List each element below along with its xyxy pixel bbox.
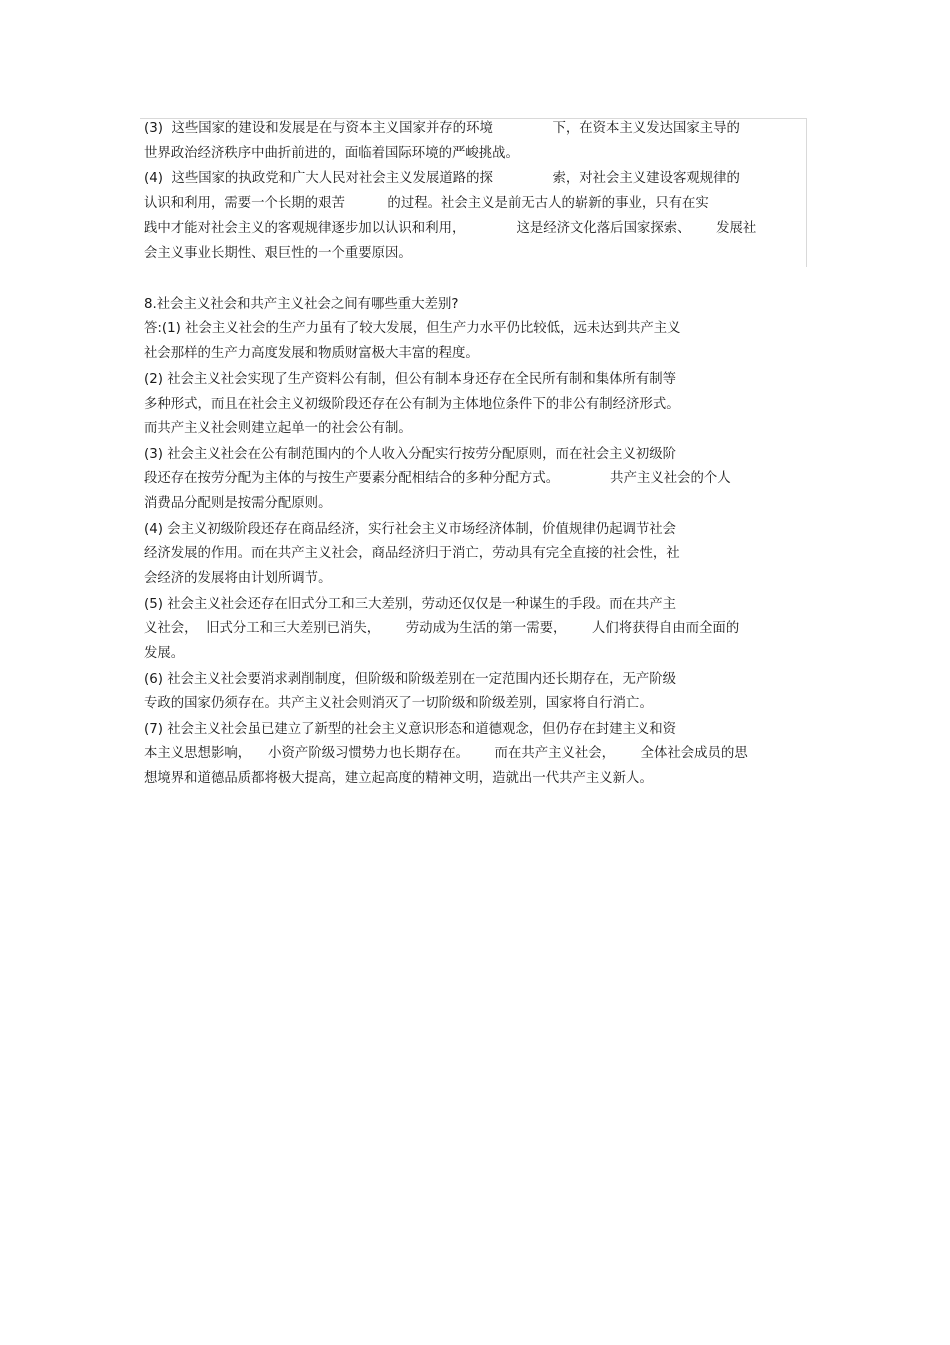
text-line: 多种形式，而且在社会主义初级阶段还存在公有制为主体地位条件下的非公有制经济形式。 [144,397,680,412]
text-line: 践中才能对社会主义的客观规律逐步加以认识和利用， 这是经济文化落后国家探索、 发展社 [144,221,757,236]
text-line: 发展。 [144,646,185,661]
text-line: 会主义事业长期性、艰巨性的一个重要原因。 [144,246,412,261]
question-heading: 8.社会主义社会和共产主义社会之间有哪些重大差别? [144,297,459,312]
text-line: (6) 社会主义社会要消求剥削制度，但阶级和阶级差别在一定范围内还长期存在，无产阶级 [144,672,677,687]
text-line: 社会那样的生产力高度发展和物质财富极大丰富的程度。 [144,346,479,361]
text-line: (4) 会主义初级阶段还存在商品经济，实行社会主义市场经济体制，价值规律仍起调节社会 [144,522,677,537]
text-line: 本主义思想影响， 小资产阶级习惯势力也长期存在。 而在共产主义社会， 全体社会成员的思 [144,746,748,761]
text-line: 世界政治经济秩序中曲折前进的，面临着国际环境的严峻挑战。 [144,146,519,161]
text-line: 消费品分配则是按需分配原则。 [144,496,332,511]
text-line: (2) 社会主义社会实现了生产资料公有制，但公有制本身还存在全民所有制和集体所有制等 [144,372,677,387]
text-line: 义社会， 旧式分工和三大差别已消失， 劳动成为生活的第一需要， 人们将获得自由而全面的 [144,621,740,636]
text-line: (4) 这些国家的执政党和广大人民对社会主义发展道路的探 索，对社会主义建设客观规律的 [144,171,740,186]
text-line: (3) 社会主义社会在公有制范围内的个人收入分配实行按劳分配原则，而在社会主义初级阶 [144,447,677,462]
text-line: (5) 社会主义社会还存在旧式分工和三大差别，劳动还仅仅是一种谋生的手段。而在共产主 [144,597,677,612]
text-line: 认识和利用，需要一个长期的艰苦 的过程。社会主义是前无古人的崭新的事业，只有在实 [144,196,709,211]
text-line: 经济发展的作用。而在共产主义社会，商品经济归于消亡，劳动具有完全直接的社会性，社 [144,546,680,561]
text-line: 而共产主义社会则建立起单一的社会公有制。 [144,421,412,436]
text-line: (7) 社会主义社会虽已建立了新型的社会主义意识形态和道德观念，但仍存在封建主义和资 [144,722,677,737]
text-line: 想境界和道德品质都将极大提高，建立起高度的精神文明，造就出一代共产主义新人。 [144,771,653,786]
text-line: 段还存在按劳分配为主体的与按生产要素分配相结合的多种分配方式。 共产主义社会的个人 [144,471,731,486]
text-line: 会经济的发展将由计划所调节。 [144,571,332,586]
text-line: 专政的国家仍须存在。共产主义社会则消灭了一切阶级和阶级差别，国家将自行消亡。 [144,696,653,711]
text-line: (3) 这些国家的建设和发展是在与资本主义国家并存的环境 下，在资本主义发达国家主导的 [144,121,740,136]
text-line: 答:(1) 社会主义社会的生产力虽有了较大发展，但生产力水平仍比较低，远未达到共产主义 [144,321,681,336]
